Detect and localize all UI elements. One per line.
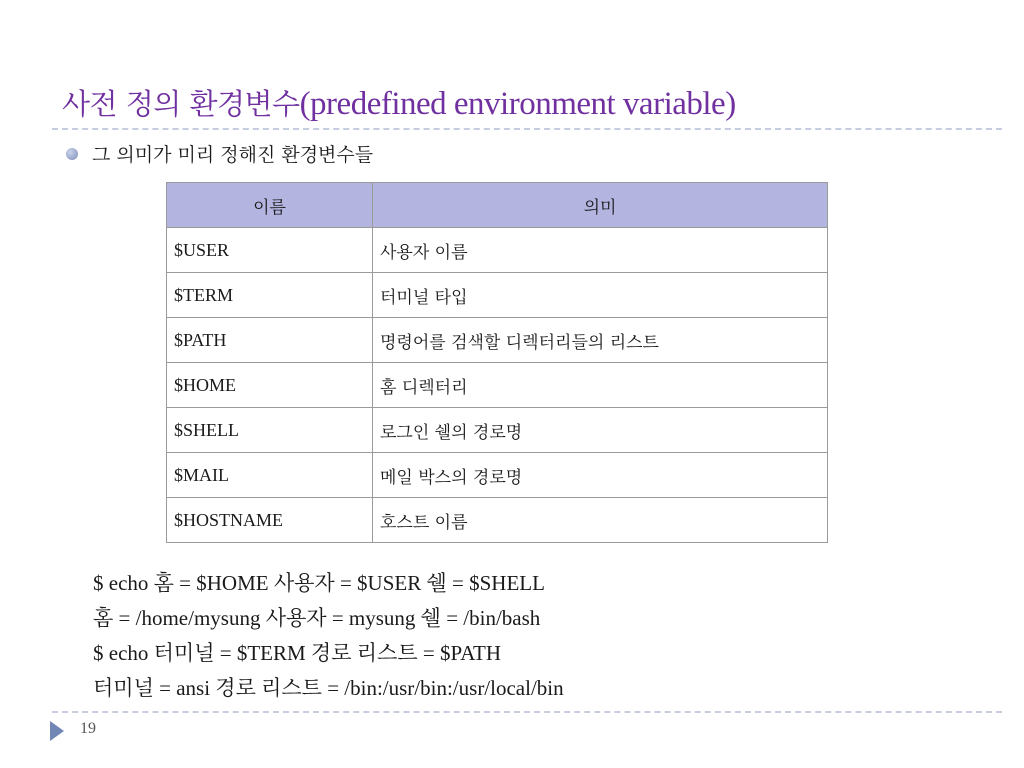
variable-name-cell: $HOME bbox=[167, 363, 373, 408]
title-divider bbox=[52, 128, 1002, 130]
variable-meaning-cell: 호스트 이름 bbox=[373, 498, 828, 543]
variable-meaning-cell: 메일 박스의 경로명 bbox=[373, 453, 828, 498]
bullet-text: 그 의미가 미리 정해진 환경변수들 bbox=[92, 144, 374, 166]
terminal-output-line: 터미널 = ansi 경로 리스트 = /bin:/usr/bin:/usr/local/bin bbox=[93, 676, 564, 700]
variable-meaning-cell: 터미널 타입 bbox=[373, 273, 828, 318]
terminal-command-line: $ echo 터미널 = $TERM 경로 리스트 = $PATH bbox=[93, 641, 502, 665]
variable-meaning-cell: 명령어를 검색할 디렉터리들의 리스트 bbox=[373, 318, 828, 363]
variable-name-cell: $TERM bbox=[167, 273, 373, 318]
variable-name-cell: $HOSTNAME bbox=[167, 498, 373, 543]
table-header-row bbox=[167, 183, 828, 228]
column-header-name: 이름 bbox=[167, 183, 373, 228]
terminal-example bbox=[93, 566, 564, 706]
table-row bbox=[167, 498, 828, 543]
slide-title-korean: 사전 정의 환경변수 bbox=[62, 87, 300, 121]
footer-divider bbox=[52, 711, 1002, 713]
table-row bbox=[167, 363, 828, 408]
variable-meaning-cell: 로그인 쉘의 경로명 bbox=[373, 408, 828, 453]
terminal-output-line: 홈 = /home/mysung 사용자 = mysung 쉘 = /bin/bash bbox=[93, 606, 541, 630]
table-row bbox=[167, 273, 828, 318]
variable-meaning-cell: 홈 디렉터리 bbox=[373, 363, 828, 408]
play-arrow-icon bbox=[50, 721, 64, 741]
variable-name-cell: $USER bbox=[167, 228, 373, 273]
bullet-item bbox=[66, 140, 373, 167]
page-number: 19 bbox=[80, 720, 96, 737]
env-variable-table bbox=[166, 182, 828, 543]
variable-meaning-cell: 사용자 이름 bbox=[373, 228, 828, 273]
table-row bbox=[167, 228, 828, 273]
variable-name-cell: $SHELL bbox=[167, 408, 373, 453]
terminal-command-line: $ echo 홈 = $HOME 사용자 = $USER 쉘 = $SHELL bbox=[93, 571, 545, 595]
slide-title-english: (predefined environment variable) bbox=[299, 86, 736, 122]
variable-name-cell: $PATH bbox=[167, 318, 373, 363]
table-row bbox=[167, 408, 828, 453]
table-row bbox=[167, 318, 828, 363]
bullet-dot-icon bbox=[66, 148, 78, 160]
slide-title bbox=[62, 82, 736, 123]
table-row bbox=[167, 453, 828, 498]
variable-name-cell: $MAIL bbox=[167, 453, 373, 498]
column-header-meaning: 의미 bbox=[373, 183, 828, 228]
